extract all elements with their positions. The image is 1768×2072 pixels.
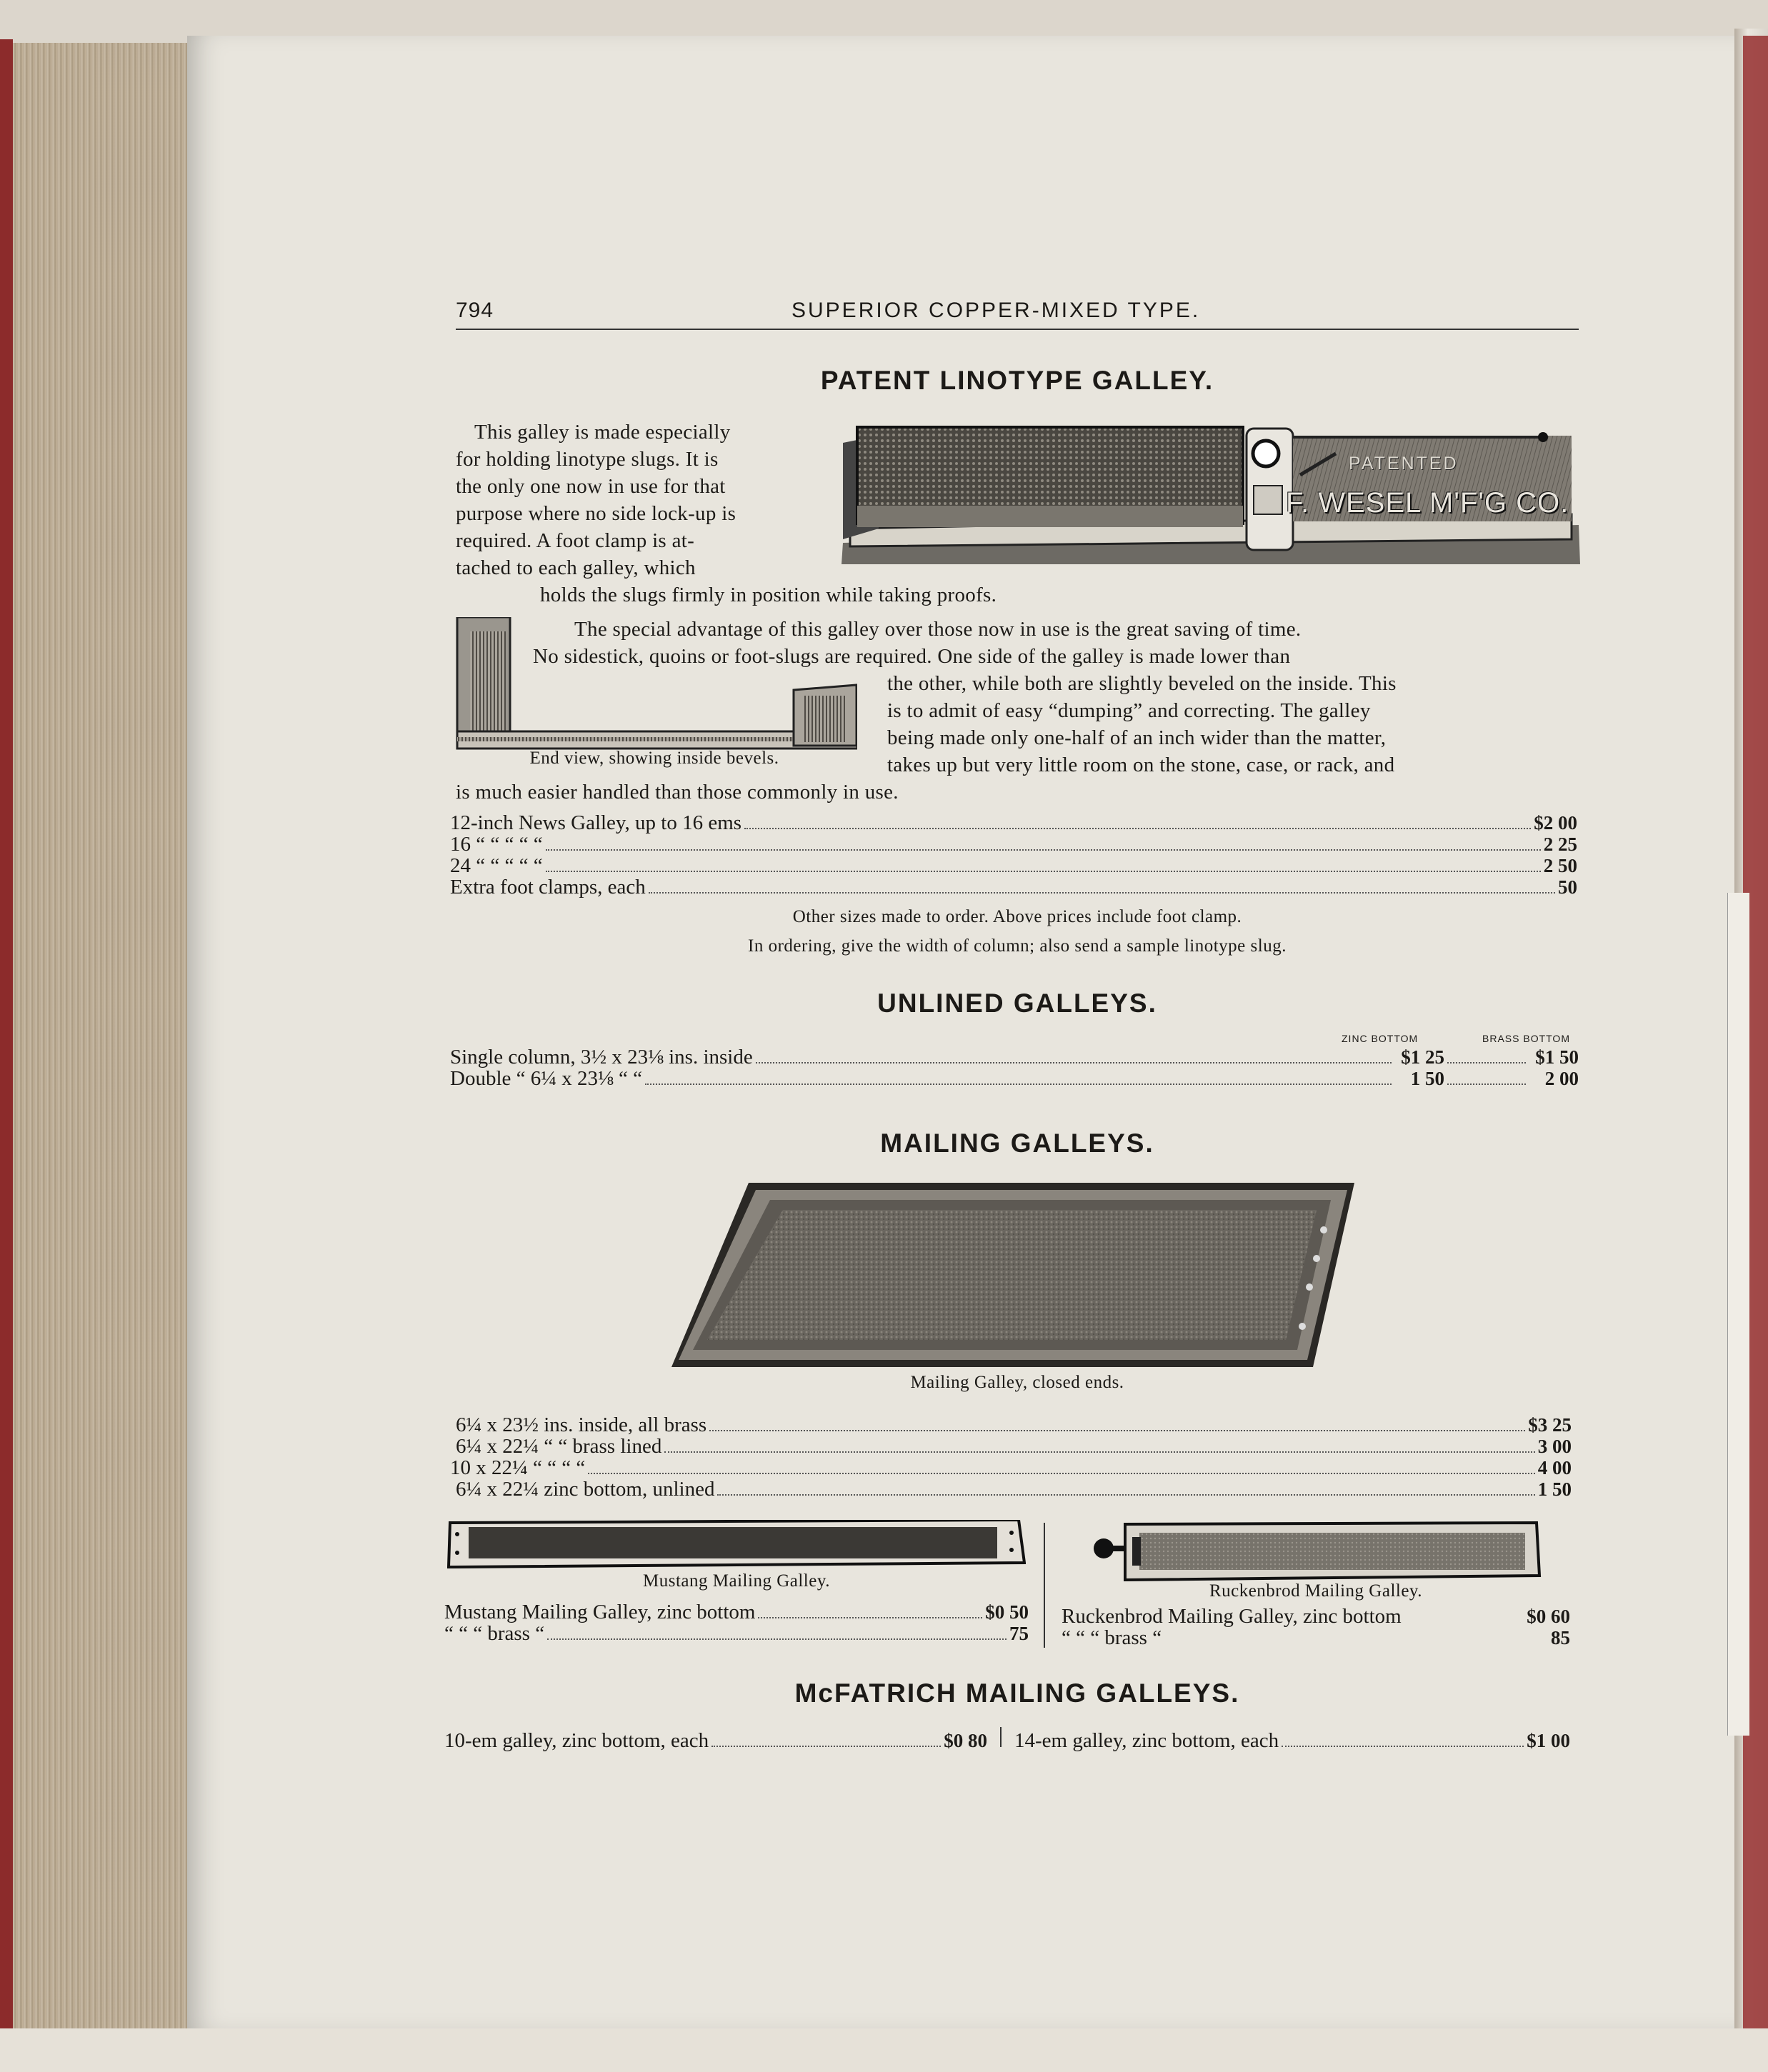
linotype-price-list — [450, 812, 1577, 898]
mcfatrich-price-list — [444, 1727, 1570, 1751]
price-value: 3 00 — [1537, 1436, 1572, 1457]
price-item: 12-inch News Galley, up to 16 ems — [450, 811, 742, 834]
price-value: 2 25 — [1543, 834, 1577, 855]
price-item: 6¼ x 23½ ins. inside, all brass — [456, 1413, 707, 1436]
intro-line: for holding linotype slugs. It is — [456, 448, 719, 471]
advantage-line: The special advantage of this galley over those now in use is the great saving of time. — [574, 618, 1302, 641]
price-item: 10-em galley, zinc bottom, each — [444, 1729, 709, 1752]
price-item: 6¼ x 22¼ “ “ brass lined — [456, 1435, 662, 1458]
price-item: “ “ “ brass “ — [444, 1622, 545, 1645]
price-item: 6¼ x 22¼ zinc bottom, unlined — [456, 1478, 715, 1501]
price-row — [450, 1436, 1572, 1457]
column-divider — [1044, 1523, 1045, 1648]
price-item: Mustang Mailing Galley, zinc bottom — [444, 1601, 756, 1623]
price-row — [450, 1068, 1579, 1089]
intro-line: the only one now in use for that — [456, 475, 726, 498]
price-row — [1062, 1627, 1570, 1648]
intro-line: purpose where no side lock-up is — [456, 502, 736, 525]
section-heading-mailing: MAILING GALLEYS. — [880, 1128, 1154, 1158]
price-value: 4 00 — [1537, 1457, 1572, 1478]
price-item: 16 “ “ “ “ “ — [450, 833, 543, 856]
price-row — [450, 834, 1577, 855]
price-item: 10 x 22¼ “ “ “ “ — [450, 1456, 586, 1479]
price-row — [1062, 1606, 1570, 1627]
leader-dots — [1447, 1083, 1526, 1085]
section-heading-linotype: PATENT LINOTYPE GALLEY. — [820, 366, 1214, 395]
price-item: Single column, 3½ x 23⅛ ins. inside — [450, 1046, 753, 1068]
unlined-price-list — [450, 1046, 1579, 1089]
intro-line: holds the slugs firmly in position while taking proofs. — [540, 584, 997, 606]
advantage-line: the other, while both are slightly beveled on the inside. This — [887, 672, 1397, 695]
advantage-line: is to admit of easy “dumping” and correcting. The galley — [887, 699, 1371, 722]
leader-dots — [1447, 1062, 1526, 1063]
leader-dots — [758, 1617, 982, 1618]
intro-line: This galley is made especially — [474, 421, 731, 444]
page-number: 794 — [456, 299, 494, 322]
price-row — [450, 855, 1577, 876]
leader-dots — [649, 892, 1555, 894]
ruckenbrod-price-list — [1062, 1606, 1570, 1648]
mustang-price-list — [444, 1601, 1029, 1644]
mailing-galley-caption: Mailing Galley, closed ends. — [910, 1373, 1124, 1392]
book-page-edges — [0, 43, 187, 2036]
ruckenbrod-caption: Ruckenbrod Mailing Galley. — [1209, 1581, 1423, 1601]
book-binding-left — [0, 39, 13, 2039]
price-item: 14-em galley, zinc bottom, each — [1014, 1729, 1279, 1752]
mailing-price-list — [450, 1414, 1572, 1500]
section-heading-mcfatrich: McFATRICH MAILING GALLEYS. — [794, 1678, 1240, 1708]
linotype-note: Other sizes made to order. Above prices include foot clamp. — [792, 907, 1242, 926]
price-item: 24 “ “ “ “ “ — [450, 854, 543, 877]
price-value: 50 — [1558, 876, 1577, 898]
leader-dots — [664, 1451, 1534, 1453]
price-value: 85 — [1551, 1627, 1570, 1648]
leader-dots — [546, 871, 1541, 872]
linotype-galley-image — [829, 421, 1582, 564]
leader-dots — [717, 1494, 1534, 1496]
brass-price: 2 00 — [1544, 1068, 1579, 1089]
price-value: 1 50 — [1537, 1478, 1572, 1500]
zinc-price: 1 50 — [1410, 1068, 1444, 1089]
price-item: “ “ “ brass “ — [1062, 1626, 1162, 1649]
column-header-zinc: ZINC BOTTOM — [1342, 1033, 1419, 1044]
price-row — [450, 1046, 1579, 1068]
price-item: Ruckenbrod Mailing Galley, zinc bottom — [1062, 1605, 1402, 1628]
leader-dots — [709, 1430, 1525, 1431]
intro-line: required. A foot clamp is at- — [456, 529, 695, 552]
advantage-line: takes up but very little room on the stone, case, or rack, and — [887, 754, 1395, 776]
price-row — [450, 1478, 1572, 1500]
leader-dots — [744, 828, 1531, 829]
price-value: 2 50 — [1543, 855, 1577, 876]
price-row — [450, 1414, 1572, 1436]
price-row — [444, 1730, 987, 1751]
advantage-line: No sidestick, quoins or foot-slugs are required. One side of the galley is made lower than — [533, 645, 1291, 668]
price-value: $1 00 — [1527, 1730, 1570, 1751]
advantage-line: is much easier handled than those commonly in use. — [456, 781, 899, 804]
brass-price: $1 50 — [1535, 1046, 1579, 1068]
price-value: 75 — [1009, 1623, 1029, 1644]
image-label-maker: F. WESEL M'F'G CO. — [1286, 487, 1569, 519]
price-value: $0 80 — [944, 1730, 987, 1751]
section-heading-unlined: UNLINED GALLEYS. — [877, 989, 1157, 1018]
mustang-galley-image — [447, 1520, 1026, 1570]
leader-dots — [756, 1062, 1392, 1063]
leader-dots — [588, 1473, 1535, 1474]
mustang-caption: Mustang Mailing Galley. — [643, 1571, 830, 1591]
zinc-price: $1 25 — [1401, 1046, 1444, 1068]
price-value: $0 50 — [985, 1601, 1029, 1623]
price-row — [450, 1457, 1572, 1478]
advantage-line: being made only one-half of an inch wider than the matter, — [887, 726, 1387, 749]
mailing-galley-image — [670, 1180, 1356, 1369]
next-page-strip — [1727, 893, 1749, 1736]
leader-dots — [546, 849, 1541, 851]
price-row — [450, 812, 1577, 834]
end-view-caption: End view, showing inside bevels. — [529, 749, 779, 768]
price-row — [450, 876, 1577, 898]
running-title: SUPERIOR COPPER-MIXED TYPE. — [791, 299, 1201, 322]
ruckenbrod-galley-image — [1089, 1520, 1542, 1581]
leader-dots — [645, 1083, 1392, 1085]
background — [0, 2028, 1768, 2072]
leader-dots — [711, 1746, 941, 1747]
intro-line: tached to each galley, which — [456, 556, 696, 579]
column-header-brass: BRASS BOTTOM — [1482, 1033, 1570, 1044]
linotype-note: In ordering, give the width of column; also send a sample linotype slug. — [748, 936, 1287, 956]
price-item: Double “ 6¼ x 23⅛ “ “ — [450, 1067, 642, 1090]
header-rule — [456, 329, 1579, 330]
leader-dots — [1282, 1746, 1524, 1747]
price-value: $0 60 — [1527, 1606, 1570, 1627]
image-label-patented: PATENTED — [1349, 454, 1459, 474]
price-row — [444, 1601, 1029, 1623]
price-value: $3 25 — [1528, 1414, 1572, 1436]
price-value: $2 00 — [1534, 812, 1577, 834]
price-row — [1014, 1730, 1570, 1751]
price-item: Extra foot clamps, each — [450, 876, 646, 899]
price-row — [444, 1623, 1029, 1644]
leader-dots — [547, 1638, 1007, 1640]
column-divider — [1000, 1727, 1002, 1747]
